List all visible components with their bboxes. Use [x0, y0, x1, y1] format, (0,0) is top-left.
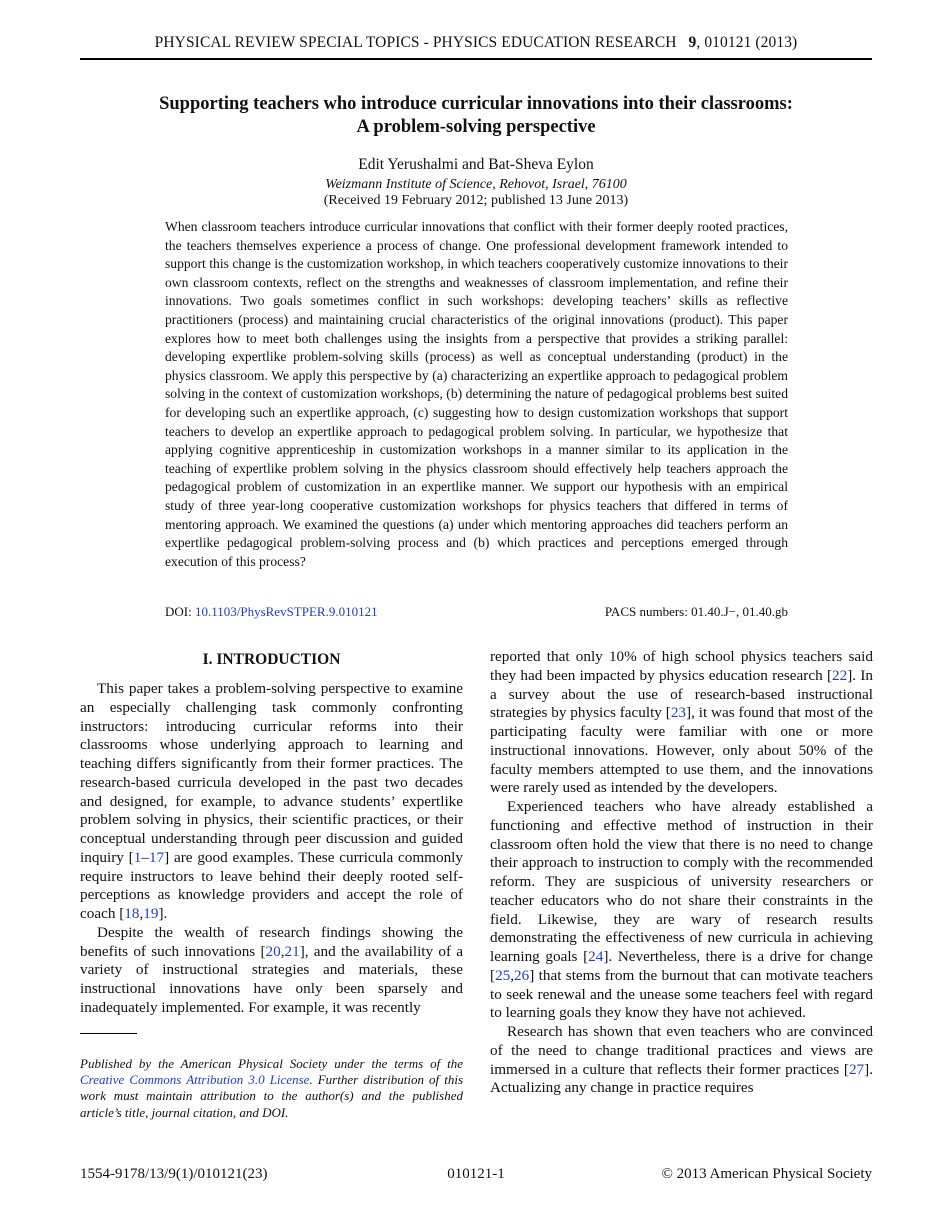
ref-link[interactable]: 21 — [284, 942, 300, 960]
doi-label: DOI: — [165, 604, 195, 619]
ref-link[interactable]: 24 — [588, 948, 604, 965]
issn: 1554-9178/13/9(1)/010121(23) — [80, 1166, 268, 1182]
affiliation: Weizmann Institute of Science, Rehovot, Israel, 76100 — [325, 177, 627, 192]
right-column — [490, 648, 873, 1098]
journal-name: PHYSICAL REVIEW SPECIAL TOPICS - PHYSICS EDUCATION RESEARCH — [154, 34, 677, 51]
header-rule — [80, 58, 872, 60]
paragraph: reported that only 10% of high school physics teachers said they had been impacted by physics education research [22]. In a survey about the use of research-based instructional strategies by physics faculty [23], it was found that most of the participating faculty were familiar with one or more instructional innovations. However, only about 50% of the faculty members attempted to use them, and the innovations were rarely used as intended by the developers. — [490, 648, 873, 797]
left-column — [80, 680, 463, 1018]
ref-link[interactable]: 18 — [124, 905, 140, 922]
license-footnote: Published by the American Physical Society under the terms of the Creative Commons Attribution 3.0 License. Further distribution of this work must maintain attribution to the author(s) and the published article’s title, journal citation, and DOI. — [80, 1056, 463, 1120]
ref-link[interactable]: 20 — [265, 942, 281, 960]
doi-link[interactable]: 10.1103/PhysRevSTPER.9.010121 — [194, 604, 378, 619]
authors: Edit Yerushalmi and Bat-Sheva Eylon — [358, 156, 594, 173]
ref-link[interactable]: 22 — [832, 666, 848, 684]
abstract: When classroom teachers introduce curricular innovations that conflict with their former deeply rooted practices, the teachers themselves experience a process of change. One professional development framework intended to support this change is the customization workshop, in which teachers cooperatively customize innovations to their own classroom contexts, reflect on the strengths and weaknesses of classroom implementation, and refine their innovations. Two goals sometimes conflict in such workshops: developing teachers’ skills as reflective practitioners (process) and maintaining crucial characteristics of the original innovations (product). This paper explores how to meet both challenges using the insights from a perspective that provides a striking parallel: developing expertlike problem-solving skills (process) as well as conceptual understanding (product) in the physics classroom. We apply this perspective by (a) characterizing an expertlike approach to pedagogical problem solving in the context of customization workshops, (b) determining the nature of pedagogical problems best suited for developing such an expertlike approach, (c) suggesting how to design customization workshops that support teachers to develop an expertlike approach to pedagogical problem solving. In particular, we hypothesize that applying cognitive apprenticeship in customization workshops in a manner similar to its application in the teaching of expertlike problem solving in the physics classroom should effectively help teachers approach the pedagogical problem of customization in an expertlike manner. We support our hypothesis with an empirical study of three year-long cooperative customization workshops for physics teachers that differed in terms of mentoring approach. We examined the questions (a) under which mentoring approaches did teachers perform an expertlike pedagogical problem-solving process and (b) which practices and perceptions emerged through execution of this process? — [165, 219, 788, 569]
paper-title — [90, 93, 862, 139]
journal-volume: 9 — [688, 34, 697, 51]
license-link[interactable]: Creative Commons Attribution 3.0 License — [80, 1072, 310, 1088]
paragraph: This paper takes a problem-solving perspective to examine an especially challenging task commonly confronting instructors: introducing curricular reforms into their classrooms whose underlying approach to learning and teaching differs significantly from their former practices. The research-based curricula developed in the past two decades and designed, for example, to advance students’ expertlike problem solving in physics, their scientific practices, or their conceptual understanding through peer discussion and guided inquiry [1–17] are good examples. These curricula commonly require instructors to leave behind their deeply rooted self-perceptions as knowledge providers and accept the role of coach [18,19]. — [80, 680, 463, 922]
pacs-numbers: PACS numbers: 01.40.J−, 01.40.gb — [604, 604, 788, 619]
footnote-rule — [80, 1033, 137, 1034]
title-line-2: A problem-solving perspective — [356, 117, 596, 137]
title-line-1: Supporting teachers who introduce curricular innovations into their classrooms: — [159, 94, 793, 114]
ref-link[interactable]: 27 — [848, 1060, 865, 1078]
received-published-dates: (Received 19 February 2012; published 13 June 2013) — [323, 193, 629, 208]
ref-link[interactable]: 25 — [495, 966, 511, 984]
page-number: 010121-1 — [447, 1166, 505, 1182]
doi-pacs-line — [165, 604, 788, 620]
journal-citation: , 010121 (2013) — [696, 34, 798, 51]
ref-link[interactable]: 26 — [514, 966, 530, 984]
ref-link[interactable]: 1 — [133, 848, 142, 866]
paragraph: Experienced teachers who have already established a functioning and effective method of instruction in their classroom often hold the view that there is no need to change their approach to instruction to comply with the recommended reform. They are suspicious of university researchers or teacher educators who do not share their constraints in the field. Likewise, they are wary of research results demonstrating the effectiveness of new curricula in achieving learning goals [24]. Nevertheless, there is a drive for change [25,26] that stems from the burnout that can motivate teachers to seek renewal and the unease some teachers feel with regard to learning goals they know they have not achieved. — [490, 798, 873, 1022]
paragraph: Despite the wealth of research findings showing the benefits of such innovations [20,21], and the availability of a variety of instructional strategies and materials, these instructional innovations have only been sparsely and inadequately implemented. For example, it was recently — [80, 923, 463, 1016]
ref-link[interactable]: 23 — [670, 704, 687, 722]
running-head — [80, 34, 872, 52]
paragraph: Research has shown that even teachers who are convinced of the need to change traditional practices and views are immersed in a culture that reflects their former practices [27]. Actualizing any change in practice requires — [490, 1023, 873, 1097]
ref-link[interactable]: 19 — [143, 905, 159, 922]
copyright: © 2013 American Physical Society — [661, 1166, 872, 1182]
ref-link[interactable]: 17 — [148, 848, 165, 866]
section-heading: I. INTRODUCTION — [202, 651, 341, 668]
